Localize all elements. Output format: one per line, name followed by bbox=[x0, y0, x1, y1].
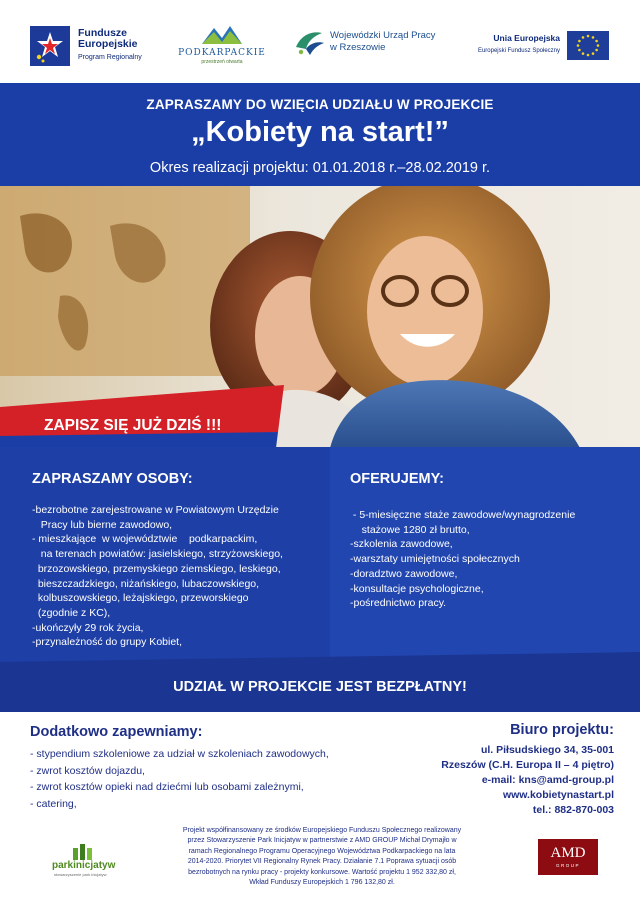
offer-item: stażowe 1280 zł brutto, bbox=[350, 523, 470, 536]
fe-line1: Fundusze bbox=[78, 27, 127, 39]
offer-heading: OFERUJEMY: bbox=[350, 471, 444, 487]
eu-flag-icon bbox=[567, 31, 609, 60]
unia-europejska-logo bbox=[472, 28, 612, 64]
podkarpackie-logo bbox=[172, 22, 272, 64]
offer-column bbox=[350, 471, 630, 611]
office-address-line2: Rzeszów (C.H. Europa II – 4 piętro) bbox=[441, 759, 614, 771]
invite-item: (zgodnie z KC), bbox=[32, 606, 111, 619]
additional-benefits bbox=[30, 724, 370, 812]
header-band bbox=[0, 83, 640, 191]
offer-item: -pośrednictwo pracy. bbox=[350, 597, 447, 610]
offer-item: -szkolenia zawodowe, bbox=[350, 538, 453, 551]
invite-item: - mieszkające w województwie podkarpackim, bbox=[32, 533, 258, 546]
invite-item: bieszczadzkiego, niżańskiego, lubaczowskiego, bbox=[32, 577, 260, 590]
bird-icon bbox=[292, 27, 326, 61]
people-icon bbox=[72, 844, 94, 860]
pk-name: PODKARPACKIE bbox=[178, 48, 266, 58]
extra-item: - stypendium szkoleniowe za udział w szkoleniach zawodowych, bbox=[30, 748, 329, 760]
info-panel bbox=[0, 447, 640, 712]
invite-heading: ZAPRASZAMY OSOBY: bbox=[32, 471, 193, 487]
invite-item: brzozowskiego, przemyskiego ziemskiego, leskiego, bbox=[32, 562, 281, 575]
offer-item: - 5-miesięczne staże zawodowe/wynagrodzenie bbox=[350, 509, 576, 521]
extra-item: - zwrot kosztów dojazdu, bbox=[30, 764, 145, 777]
invite-item: kolbuszowskiego, leżajskiego, przeworskiego bbox=[32, 592, 249, 605]
funding-note: Projekt współfinansowany ze środków Europejskiego Funduszu Społecznego realizowany przez Stowarzyszenie Park Inicjatyw w partnerstwie z AMD GROUP Michał Drymajło w ramach Regionalnego Programu Operacyjnego Województwa Podkarpackiego na lata 2014-2020. Priorytet VII Regionalny Rynek Pracy. Działanie 7.1 Poprawa sytuacji osób bezrobotnych na rynku pracy - projekty konkursowe. Wartość projektu 1 952 332,80 zł, Wkład Funduszy Europejskich 1 796 132,80 zł. bbox=[182, 827, 462, 887]
project-period: Okres realizacji projektu: 01.01.2018 r.–28.02.2019 r. bbox=[149, 160, 491, 176]
office-website-link[interactable]: www.kobietynastart.pl bbox=[502, 789, 614, 801]
project-title: „Kobiety na start!” bbox=[191, 116, 449, 148]
office-address-line1: ul. Piłsudskiego 34, 35-001 bbox=[480, 744, 614, 756]
mountains-icon bbox=[200, 22, 244, 48]
wup-rzeszow-logo bbox=[292, 27, 452, 63]
fe-star-icon bbox=[30, 26, 72, 66]
office-phone: tel.: 882-870-003 bbox=[532, 804, 614, 816]
park-inicjatyw-logo bbox=[42, 844, 152, 878]
extra-item: - catering, bbox=[30, 797, 77, 810]
offer-item: -doradztwo zawodowe, bbox=[350, 567, 458, 580]
offer-item: -warsztaty umiejętności społecznych bbox=[350, 553, 520, 566]
pi-name: parkinicjatyw bbox=[52, 860, 116, 871]
amd-group-logo bbox=[538, 839, 598, 875]
logo-strip bbox=[0, 0, 640, 83]
free-participation-note: UDZIAŁ W PROJEKCIE JEST BEZPŁATNY! bbox=[173, 679, 467, 695]
wup-line1: Wojewódzki Urząd Pracy bbox=[330, 30, 436, 41]
invite-item: -przynależność do grupy Kobiet, bbox=[32, 636, 182, 649]
invite-item: -ukończyły 29 rok życia, bbox=[32, 621, 144, 634]
amd-name: AMD bbox=[550, 845, 586, 861]
extra-item: - zwrot kosztów opieki nad dziećmi lub osobami zależnymi, bbox=[30, 781, 304, 794]
office-heading: Biuro projektu: bbox=[510, 722, 614, 738]
ue-line2: Europejski Fundusz Społeczny bbox=[477, 48, 560, 54]
fundusze-europejskie-logo bbox=[30, 26, 165, 68]
office-email-link[interactable]: e-mail: kns@amd-group.pl bbox=[481, 774, 614, 786]
wup-line2: w Rzeszowie bbox=[330, 42, 386, 53]
fe-line3: Program Regionalny bbox=[78, 54, 142, 61]
signup-banner[interactable] bbox=[0, 404, 280, 446]
pi-tagline: stowarzyszenie park inicjatyw bbox=[54, 872, 107, 877]
ue-line1: Unia Europejska bbox=[493, 33, 560, 43]
invite-item: -bezrobotne zarejestrowane w Powiatowym Urzędzie bbox=[32, 504, 279, 516]
signup-label[interactable]: ZAPISZ SIĘ JUŻ DZIŚ !!! bbox=[44, 417, 222, 434]
fe-line2: Europejskie bbox=[78, 38, 138, 50]
extra-heading: Dodatkowo zapewniamy: bbox=[30, 724, 203, 740]
pk-tagline: przestrzeń otwarta bbox=[201, 59, 243, 65]
offer-item: -konsultacje psychologiczne, bbox=[350, 582, 484, 595]
amd-sub: GROUP bbox=[555, 863, 580, 868]
invite-item: Pracy lub bierne zawodowo, bbox=[32, 518, 173, 531]
project-office bbox=[354, 722, 614, 818]
invite-item: na terenach powiatów: jasielskiego, strzyżowskiego, bbox=[32, 548, 283, 561]
invitation-line: ZAPRASZAMY DO WZIĘCIA UDZIAŁU W PROJEKCIE bbox=[146, 97, 494, 112]
invite-column bbox=[32, 471, 332, 650]
